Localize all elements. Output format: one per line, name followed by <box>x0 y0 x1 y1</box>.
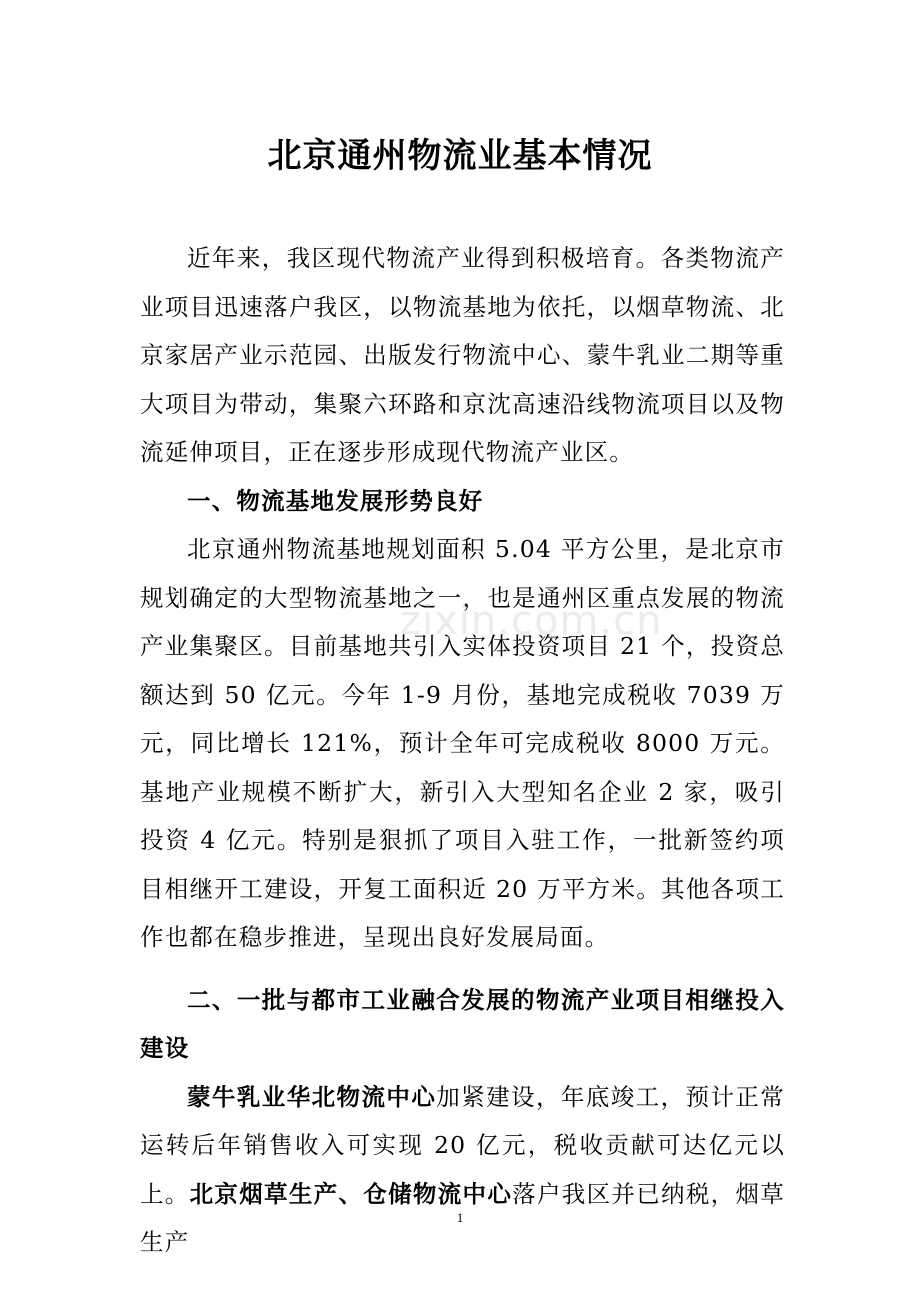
page-title: 北京通州物流业基本情况 <box>267 136 653 176</box>
section-2-paragraph <box>140 1073 785 1267</box>
project-name-mengniu: 蒙牛乳业华北物流中心 <box>187 1082 437 1111</box>
section-2-heading: 二、一批与都市工业融合发展的物流产业项目相继投入建设 <box>140 985 785 1062</box>
project-text-tobacco: 落户我区并已纳税，烟草生产 <box>140 1179 785 1256</box>
section-1-heading: 一、物流基地发展形势良好 <box>187 486 484 515</box>
project-name-tobacco: 北京烟草生产、仓储物流中心 <box>189 1179 513 1208</box>
document-body <box>140 234 785 1267</box>
page-number: 1 <box>456 1210 464 1225</box>
intro-paragraph: 近年来，我区现代物流产业得到积极培育。各类物流产业项目迅速落户我区，以物流基地为依托，以烟草物流、北京家居产业示范园、出版发行物流中心、蒙牛乳业二期等重大项目为带动，集聚六环路和京沈高速沿线物流项目以及物流延伸项目，正在逐步形成现代物流产业区。 <box>140 244 785 466</box>
project-text-mengniu: 加紧建设，年底竣工，预计正常运转后年销售收入可实现 20 亿元，税收贡献可达亿元以上。 <box>140 1082 785 1208</box>
section-1-paragraph: 北京通州物流基地规划面积 5.04 平方公里，是北京市规划确定的大型物流基地之一，也是通州区重点发展的物流产业集聚区。目前基地共引入实体投资项目 21 个，投资总额达到 50 亿元。今年 1-9 月份，基地完成税收 7039 万元，同比增长 121%，预计全年可完成税收 8000 万元。基地产业规模不断扩大，新引入大型知名企业 2 家，吸引投资 4 亿元。特别是狠抓了项目入驻工作，一批新签约项目相继开工建设，开复工面积近 20 万平方米。其他各项工作也都在稳步推进，呈现出良好发展局面。 <box>140 535 785 951</box>
watermark: zixin.com.cn <box>400 598 663 644</box>
